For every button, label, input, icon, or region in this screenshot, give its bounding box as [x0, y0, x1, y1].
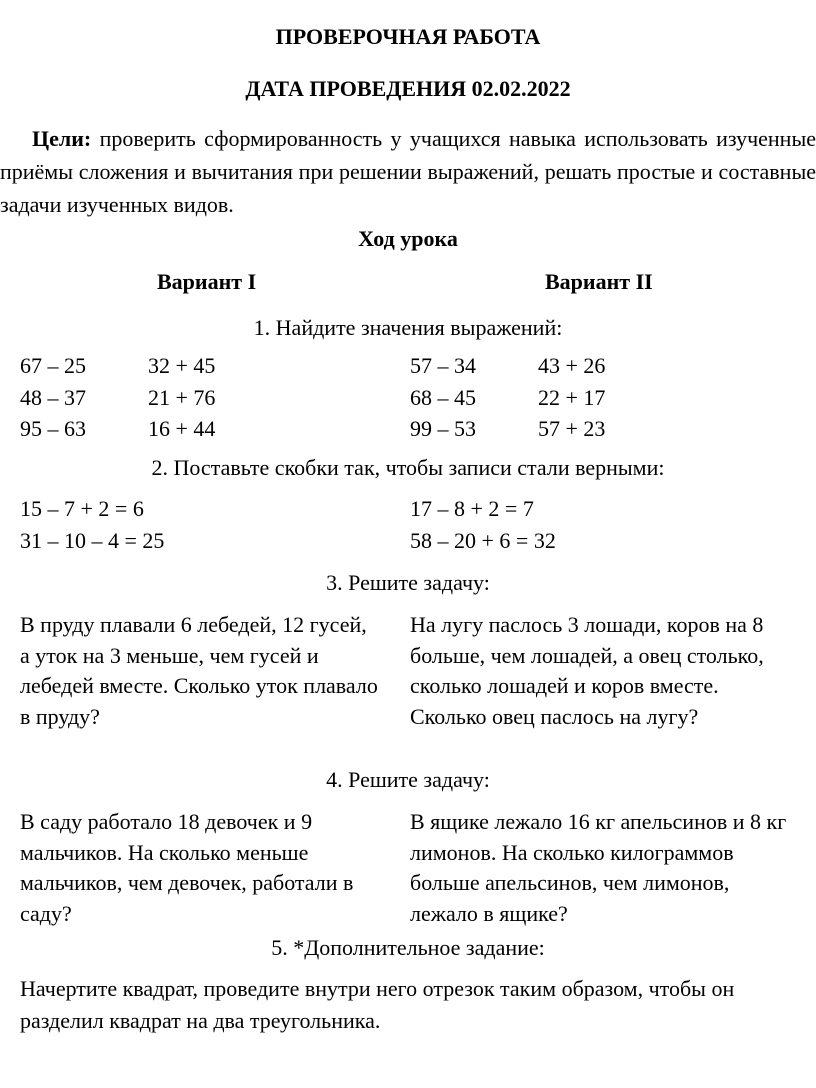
equation: 31 – 10 – 4 = 25: [20, 528, 165, 553]
expression: 57 – 34: [410, 353, 476, 378]
date-line: ДАТА ПРОВЕДЕНИЯ 02.02.2022: [245, 76, 571, 101]
equation: 58 – 20 + 6 = 32: [410, 528, 556, 553]
expression: 22 + 17: [538, 384, 606, 410]
task2-heading: 2. Поставьте скобки так, чтобы записи стали верными:: [151, 455, 665, 480]
task3-v2-problem: На лугу паслось 3 лошади, коров на 8 больше, чем лошадей, а овец столько, сколько лошадей и коров вместе. Сколько овец паслось на лугу?: [410, 612, 764, 729]
task3-v1-problem: В пруду плавали 6 лебедей, 12 гусей, а уток на 3 меньше, чем гусей и лебедей вместе. Сколько уток плавало в пруду?: [20, 612, 378, 729]
expression: 43 + 26: [538, 353, 606, 378]
task2-v1: [20, 493, 164, 557]
task1-heading: 1. Найдите значения выражений:: [253, 315, 563, 340]
goals-paragraph: [0, 122, 816, 221]
task5-heading: 5. *Дополнительное задание:: [271, 935, 545, 960]
equation: 15 – 7 + 2 = 6: [20, 496, 144, 521]
expression: 57 + 23: [538, 416, 606, 441]
expression: 68 – 45: [410, 384, 476, 410]
variant-1-heading: Вариант I: [157, 269, 257, 294]
task5-text: Начертите квадрат, проведите внутри него отрезок таким образом, чтобы он разделил квадрат на два треугольника.: [20, 976, 735, 1033]
lesson-heading: Ход урока: [358, 226, 458, 251]
task1-v2-col2: [538, 350, 605, 445]
goals-label: Цели:: [32, 126, 92, 151]
goals-text: проверить сформированность у учащихся навыка использовать изученные приёмы сложения и вычитания при решении выражений, решать простые и составные задачи изученных видов.: [0, 126, 816, 217]
task2-v2: [410, 493, 556, 557]
task3-heading: 3. Решите задачу:: [326, 570, 490, 595]
expression: 67 – 25: [20, 353, 86, 378]
task1-v1-col2: [148, 350, 215, 445]
task1-v2-col1: [410, 350, 476, 445]
expression: 16 + 44: [148, 416, 216, 441]
equation: 17 – 8 + 2 = 7: [410, 496, 534, 521]
expression: 48 – 37: [20, 384, 86, 410]
task4-v2-problem: В ящике лежало 16 кг апельсинов и 8 кг лимонов. На сколько килограммов больше апельсинов, чем лимонов, лежало в ящике?: [410, 809, 787, 926]
task4-v1-problem: В саду работало 18 девочек и 9 мальчиков. На сколько меньше мальчиков, чем девочек, работали в саду?: [20, 809, 354, 926]
expression: 99 – 53: [410, 416, 476, 441]
expression: 21 + 76: [148, 384, 216, 410]
variant-2-heading: Вариант II: [545, 269, 653, 294]
task4-heading: 4. Решите задачу:: [326, 767, 490, 792]
expression: 95 – 63: [20, 416, 86, 441]
task1-v1-col1: [20, 350, 86, 445]
expression: 32 + 45: [148, 353, 216, 378]
page-title: ПРОВЕРОЧНАЯ РАБОТА: [275, 24, 541, 49]
